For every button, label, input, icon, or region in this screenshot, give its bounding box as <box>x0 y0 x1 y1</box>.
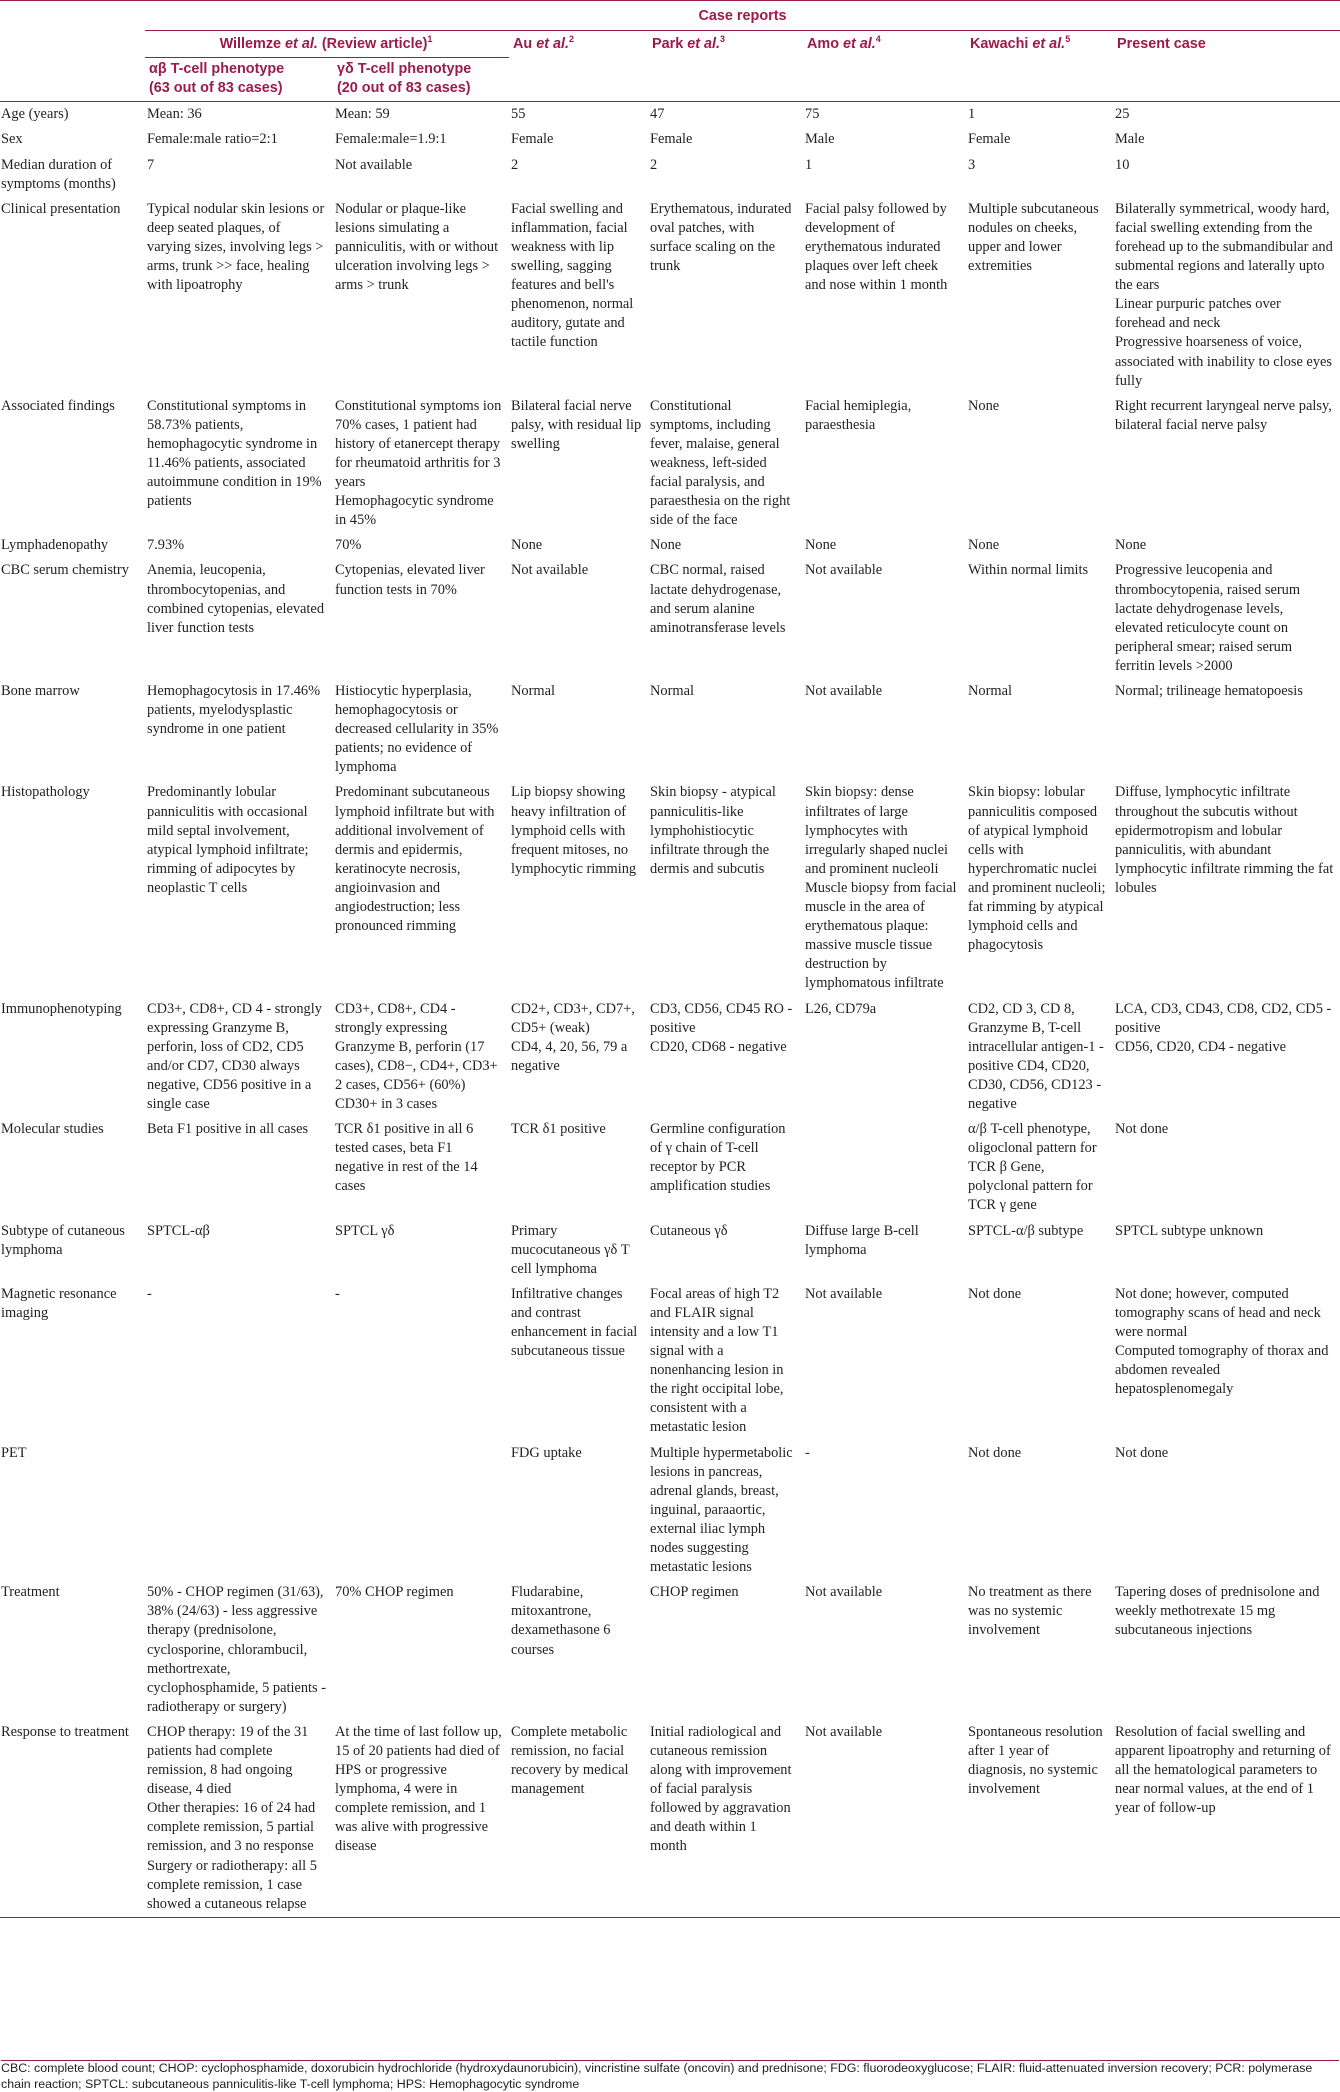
header-row-authors <box>0 31 1340 58</box>
cell-ab: Constitutional symptoms in 58.73% patients, hemophagocytic syndrome in 11.46% patients, associated autoimmune condition in 19% patients <box>147 397 322 510</box>
cell-amo: Not available <box>805 562 883 579</box>
cell-au: Fludarabine, mitoxantrone, dexamethasone 6 courses <box>511 1584 611 1658</box>
cell-amo: Facial hemiplegia, paraesthesia <box>805 397 912 433</box>
row-label: Median duration of symptoms (months) <box>1 156 116 192</box>
cell-park: Multiple hypermetabolic lesions in pancreas, adrenal glands, breast, inguinal, paraaortic, external iliac lymph nodes suggesting metastatic lesions <box>650 1444 793 1576</box>
cell-amo: Diffuse large B-cell lymphoma <box>805 1222 919 1258</box>
table-row <box>0 1720 1340 1917</box>
header-willemze-ref: 1 <box>427 34 433 45</box>
cell-kawachi: No treatment as there was no systemic involvement <box>968 1584 1092 1639</box>
cell-kawachi: Skin biopsy: lobular panniculitis composed of atypical lymphoid cells with hyperchromatic nuclei and prominent nucleoli; fat rimming by atypical lymphoid cells and phagocytosis <box>968 784 1106 954</box>
cell-gd: 70% CHOP regimen <box>335 1584 454 1601</box>
cell-present: None <box>1115 537 1147 554</box>
cell-au: CD2+, CD3+, CD7+, CD5+ (weak) CD4, 4, 20, 56, 79 a negative <box>511 1000 635 1074</box>
header-au-ref: 2 <box>568 34 574 45</box>
cell-kawachi: Female <box>968 131 1011 148</box>
cell-ab: Typical nodular skin lesions or deep seated plaques, of varying sizes, involving legs > arms, trunk >> face, healing with lipoatrophy <box>147 200 325 294</box>
cell-au: None <box>511 537 543 554</box>
header-park-text: Park et al. <box>652 36 721 53</box>
row-label: Clinical presentation <box>1 200 121 217</box>
header-park-ref: 3 <box>720 34 726 45</box>
cell-kawachi: 3 <box>968 156 976 173</box>
header-kawachi-text: Kawachi et al. <box>970 36 1066 53</box>
cell-present: Right recurrent laryngeal nerve palsy, bilateral facial nerve palsy <box>1115 397 1332 433</box>
header-amo <box>803 31 966 102</box>
cell-present: Not done <box>1115 1121 1169 1138</box>
cell-kawachi: Multiple subcutaneous nodules on cheeks, upper and lower extremities <box>968 200 1099 275</box>
cell-gd: Nodular or plaque-like lesions simulating a panniculitis, with or without ulceration involving legs > arms > trunk <box>335 200 499 294</box>
table-row <box>0 679 1340 780</box>
cell-au: TCR δ1 positive <box>511 1121 606 1138</box>
table-row <box>0 1117 1340 1218</box>
cell-amo: Not available <box>805 683 883 699</box>
row-label: Bone marrow <box>1 683 80 699</box>
cell-kawachi: SPTCL-α/β subtype <box>968 1222 1084 1239</box>
cell-kawachi: Normal <box>968 683 1012 699</box>
cell-gd: 70% <box>335 537 362 554</box>
cell-amo: Not available <box>805 1285 883 1302</box>
cell-amo: 1 <box>805 156 813 173</box>
cell-au: Not available <box>511 562 589 579</box>
table-row <box>0 533 1340 558</box>
cell-amo: Facial palsy followed by development of erythematous indurated plaques over left cheek and nose within 1 month <box>805 200 948 294</box>
header-row-case-reports <box>0 1 1340 31</box>
cell-present: 25 <box>1115 106 1130 123</box>
cell-present: Resolution of facial swelling and apparent lipoatrophy and returning of all the hematological parameters to near normal values, at the end of 1 year of follow-up <box>1115 1723 1331 1817</box>
row-label: Age (years) <box>1 106 69 123</box>
cell-amo: Skin biopsy: dense infiltrates of large lymphocytes with irregularly shaped nuclei and prominent nucleoli Muscle biopsy from facial muscle in the area of erythematous plaque: massive muscle tissue destruction by lymphomatous infiltrate <box>805 784 957 992</box>
cell-amo: Male <box>805 131 835 148</box>
cell-park: Constitutional symptoms, including fever, malaise, general weakness, left-sided facial paralysis, and paraesthesia on the right side of the face <box>650 397 791 529</box>
table-row <box>0 1441 1340 1581</box>
cell-present: SPTCL subtype unknown <box>1115 1222 1264 1239</box>
cell-present: LCA, CD3, CD43, CD8, CD2, CD5 - positive CD56, CD20, CD4 - negative <box>1115 1000 1332 1055</box>
cell-ab: Hemophagocytosis in 17.46% patients, myelodysplastic syndrome in one patient <box>147 683 321 738</box>
cell-park: Initial radiological and cutaneous remission along with improvement of facial paralysis followed by aggravation and death within 1 month <box>650 1723 792 1855</box>
header-willemze-text: Willemze et al. (Review article) <box>219 36 428 53</box>
cell-gd: Mean: 59 <box>335 106 390 123</box>
cell-park: Germline configuration of γ chain of T-cell receptor by PCR amplification studies <box>650 1121 786 1195</box>
header-kawachi <box>966 31 1113 102</box>
row-label: CBC serum chemistry <box>1 562 129 579</box>
cell-present: Bilaterally symmetrical, woody hard, facial swelling extending from the forehead up to the submandibular and submental regions and laterally upto the ears Linear purpuric patches over forehead and neck Progressive hoarseness of voice, associated with inability to close eyes fully <box>1115 200 1333 389</box>
cell-park: Female <box>650 131 693 148</box>
header-park <box>648 31 803 102</box>
cell-kawachi: 1 <box>968 106 976 123</box>
table-body <box>0 102 1340 1917</box>
cell-ab: 7 <box>147 156 155 173</box>
table-row <box>0 127 1340 152</box>
cell-amo: None <box>805 537 837 554</box>
table-footnote: CBC: complete blood count; CHOP: cyclophosphamide, doxorubicin hydrochloride (hydroxydaunorubicin), vincristine sulfate (oncovin) and prednisone; FDG: fluorodeoxyglucose; FLAIR: fluid-attenuated inversion recovery; PCR: polymerase chain reaction; SPTCL: subcutaneous panniculitis-like T-cell lymphoma; HPS: Hemophagocytic syndrome <box>1 2060 1339 2092</box>
cell-gd: Cytopenias, elevated liver function tests in 70% <box>335 562 485 598</box>
cell-kawachi: None <box>968 537 1000 554</box>
cell-park: CBC normal, raised lactate dehydrogenase, and serum alanine aminotransferase levels <box>650 562 786 636</box>
cell-park: None <box>650 537 682 554</box>
cell-amo: L26, CD79a <box>805 1000 877 1017</box>
header-blank-3 <box>0 58 145 102</box>
cell-present: 10 <box>1115 156 1130 173</box>
cell-park: Focal areas of high T2 and FLAIR signal intensity and a low T1 signal with a nonenhancing lesion in the right occipital lobe, consistent with a metastatic lesion <box>650 1285 784 1436</box>
cell-ab: - <box>147 1285 152 1302</box>
cell-present: Not done <box>1115 1444 1169 1461</box>
cell-gd: Constitutional symptoms ion 70% cases, 1 patient had history of etanercept therapy for rheumatoid arthritis for 3 years Hemophagocytic syndrome in 45% <box>335 397 502 529</box>
cell-au: Normal <box>511 683 555 699</box>
row-label: Subtype of cutaneous lymphoma <box>1 1222 125 1258</box>
table-row <box>0 1219 1340 1282</box>
row-label: Magnetic resonance imaging <box>1 1285 117 1321</box>
cell-amo: 75 <box>805 106 820 123</box>
table-row <box>0 153 1340 197</box>
table-row <box>0 102 1340 128</box>
cell-au: Female <box>511 131 554 148</box>
table-row <box>0 1282 1340 1441</box>
cell-gd <box>333 1441 509 1581</box>
cell-gd: TCR δ1 positive in all 6 tested cases, beta F1 negative in rest of the 14 cases <box>335 1121 478 1195</box>
row-label: Histopathology <box>1 784 90 801</box>
table-row <box>0 558 1340 679</box>
cell-kawachi: CD2, CD 3, CD 8, Granzyme B, T-cell intracellular antigen-1 - positive CD4, CD20, CD30, CD56, CD123 - negative <box>968 1000 1104 1112</box>
cell-present: Male <box>1115 131 1145 148</box>
cell-ab: Anemia, leucopenia, thrombocytopenias, and combined cytopenias, elevated liver function tests <box>147 562 325 636</box>
cell-present: Normal; trilineage hematopoesis <box>1115 683 1303 699</box>
cell-gd: Not available <box>335 156 413 173</box>
cell-gd: SPTCL γδ <box>335 1222 395 1239</box>
cell-gd: At the time of last follow up, 15 of 20 patients had died of HPS or progressive lymphoma, 4 were in complete remission, and 1 was alive with progressive disease <box>335 1723 502 1855</box>
cell-amo: Not available <box>805 1584 883 1601</box>
cell-park: 47 <box>650 106 665 123</box>
cell-kawachi: Not done <box>968 1285 1022 1302</box>
cell-ab: Female:male ratio=2:1 <box>147 131 278 148</box>
cell-ab <box>145 1441 333 1581</box>
cell-park: 2 <box>650 156 658 173</box>
cell-ab: 7.93% <box>147 537 185 554</box>
cell-park: Erythematous, indurated oval patches, with surface scaling on the trunk <box>650 200 792 275</box>
cell-ab: Beta F1 positive in all cases <box>147 1121 309 1138</box>
cell-ab: Mean: 36 <box>147 106 202 123</box>
header-col-gd: γδ T-cell phenotype (20 out of 83 cases) <box>337 61 472 97</box>
cell-amo: - <box>805 1444 810 1461</box>
cell-au: Complete metabolic remission, no facial recovery by medical management <box>511 1723 629 1798</box>
header-present: Present case <box>1117 36 1206 53</box>
header-au <box>509 31 648 102</box>
header-case-reports: Case reports <box>145 1 1340 31</box>
cell-kawachi: Spontaneous resolution after 1 year of diagnosis, no systemic involvement <box>968 1723 1103 1798</box>
row-label: Immunophenotyping <box>1 1000 122 1017</box>
cell-amo <box>803 1117 966 1218</box>
cell-present: Progressive leucopenia and thrombocytopenia, raised serum lactate dehydrogenase levels, elevated reticulocyte count on peripheral smear; raised serum ferritin levels >2000 <box>1115 562 1301 674</box>
cell-au: Facial swelling and inflammation, facial weakness with lip swelling, sagging features and bell's phenomenon, normal auditory, gutate and tactile function <box>511 200 634 351</box>
cell-park: CHOP regimen <box>650 1584 739 1601</box>
cell-park: Normal <box>650 683 694 699</box>
cell-kawachi: Not done <box>968 1444 1022 1461</box>
cell-kawachi: α/β T-cell phenotype, oligoclonal pattern for TCR β Gene, polyclonal pattern for TCR γ gene <box>968 1121 1097 1214</box>
cell-amo: Not available <box>805 1723 883 1740</box>
cell-kawachi: None <box>968 397 1000 414</box>
cell-au: FDG uptake <box>511 1444 582 1461</box>
cell-ab: SPTCL-αβ <box>147 1222 210 1239</box>
cell-au: Lip biopsy showing heavy infiltration of lymphoid cells with frequent mitoses, no lymphocytic rimming <box>511 784 637 877</box>
cell-au: Bilateral facial nerve palsy, with residual lip swelling <box>511 397 642 452</box>
cell-park: Skin biopsy - atypical panniculitis-like lymphohistiocytic infiltrate through the dermis and subcutis <box>650 784 776 877</box>
cell-present: Diffuse, lymphocytic infiltrate throughout the subcutis without epidermotropism and lobular panniculitis, with abundant lymphocytic infiltrate rimming the fat lobules <box>1115 784 1334 896</box>
cell-au: Primary mucocutaneous γδ T cell lymphoma <box>511 1222 630 1277</box>
row-label: Lymphadenopathy <box>1 537 109 554</box>
cell-ab: CHOP therapy: 19 of the 31 patients had complete remission, 8 had ongoing disease, 4 died Other therapies: 16 of 24 had complete remission, 5 partial remission, and 3 no response Surgery or radiotherapy: all 5 complete remission, 1 case showed a cutaneous relapse <box>147 1723 317 1912</box>
table-row <box>0 780 1340 996</box>
row-label: Treatment <box>1 1584 60 1601</box>
cell-ab: Predominantly lobular panniculitis with occasional mild septal involvement, atypical lymphoid infiltrate; rimming of adipocytes by neoplastic T cells <box>147 784 309 896</box>
cell-park: Cutaneous γδ <box>650 1222 728 1239</box>
row-label: Response to treatment <box>1 1723 129 1740</box>
header-kawachi-ref: 5 <box>1065 34 1071 45</box>
header-blank-2 <box>0 31 145 58</box>
table-row <box>0 1580 1340 1720</box>
cell-gd: Histiocytic hyperplasia, hemophagocytosis or decreased cellularity in 35% patients; no evidence of lymphoma <box>335 683 499 776</box>
header-blank <box>0 1 145 31</box>
header-amo-ref: 4 <box>875 34 881 45</box>
cell-present: Not done; however, computed tomography scans of head and neck were normal Computed tomography of thorax and abdomen revealed hepatosplenomegaly <box>1115 1285 1329 1398</box>
header-willemze <box>145 31 509 58</box>
cell-gd: - <box>335 1285 340 1302</box>
cell-gd: CD3+, CD8+, CD4 - strongly expressing Granzyme B, perforin (17 cases), CD8−, CD4+, CD3+ 2 cases, CD56+ (60%) CD30+ in 3 cases <box>335 1000 498 1112</box>
cell-gd: Predominant subcutaneous lymphoid infiltrate but with additional involvement of dermis and epidermis, keratinocyte necrosis, angioinvasion and angiodestruction; less pronounced rimming <box>335 784 495 935</box>
header-au-text: Au et al. <box>513 36 569 53</box>
cell-kawachi: Within normal limits <box>968 562 1089 579</box>
table-row <box>0 997 1340 1118</box>
cell-gd: Female:male=1.9:1 <box>335 131 447 148</box>
row-label: Molecular studies <box>1 1121 104 1138</box>
cell-park: CD3, CD56, CD45 RO - positive CD20, CD68 - negative <box>650 1000 793 1055</box>
cell-present: Tapering doses of prednisolone and weekly methotrexate 15 mg subcutaneous injections <box>1115 1584 1320 1639</box>
cell-ab: CD3+, CD8+, CD 4 - strongly expressing Granzyme B, perforin, loss of CD2, CD5 and/or CD7, CD30 always negative, CD56 positive in a single case <box>147 1000 322 1112</box>
cell-ab: 50% - CHOP regimen (31/63), 38% (24/63) - less aggressive therapy (prednisolone, cyclosporine, chlorambucil, methortrexate, cyclophosphamide, 5 patients - radiotherapy or surgery) <box>147 1584 327 1715</box>
cell-au: Infiltrative changes and contrast enhancement in facial subcutaneous tissue <box>511 1285 638 1360</box>
table-row <box>0 394 1340 534</box>
header-col-ab: αβ T-cell phenotype (63 out of 83 cases) <box>149 61 285 97</box>
header-amo-text: Amo et al. <box>807 36 876 53</box>
cell-au: 55 <box>511 106 526 123</box>
cell-au: 2 <box>511 156 519 173</box>
row-label: Sex <box>1 131 23 148</box>
row-label: Associated findings <box>1 397 115 414</box>
row-label: PET <box>1 1444 27 1461</box>
table-row <box>0 197 1340 394</box>
